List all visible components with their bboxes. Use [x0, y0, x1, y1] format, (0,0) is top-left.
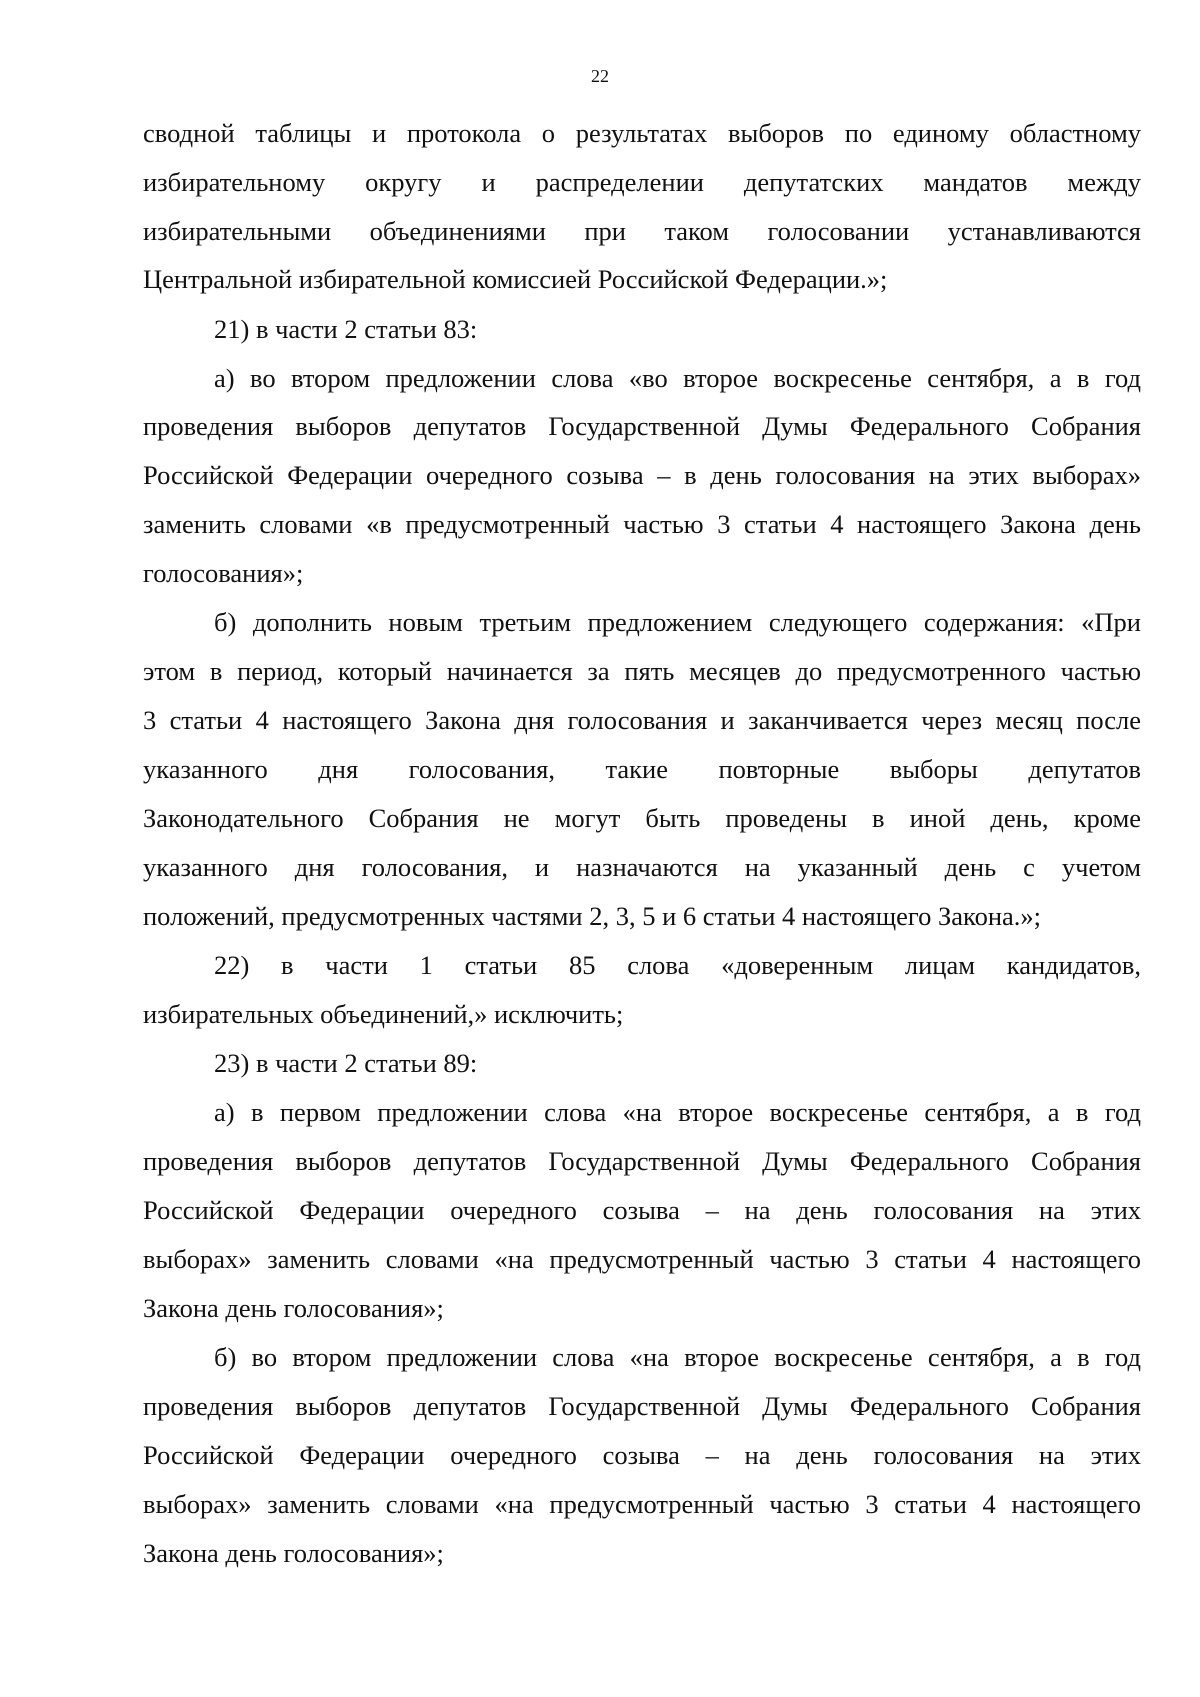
text-line: Закона день голосования»; [143, 1293, 444, 1323]
text-line: выборах» заменить словами «на предусмотренный частью 3 статьи 4 настоящего [143, 1244, 1141, 1274]
text-line: проведения выборов депутатов Государственной Думы Федерального Собрания [143, 1146, 1141, 1176]
text-line: 22) в части 1 статьи 85 слова «доверенным лицам кандидатов, [214, 950, 1141, 980]
text-line: Законодательного Собрания не могут быть проведены в иной день, кроме [143, 803, 1141, 833]
text-line: сводной таблицы и протокола о результатах выборов по единому областному [143, 118, 1141, 148]
text-line: Российской Федерации очередного созыва – в день голосования на этих выборах» [143, 460, 1141, 490]
text-line: а) во втором предложении слова «во второе воскресенье сентября, а в год [214, 363, 1141, 393]
text-line: Российской Федерации очередного созыва – на день голосования на этих [143, 1195, 1141, 1225]
text-line: избирательных объединений,» исключить; [143, 999, 624, 1029]
text-line: избирательному округу и распределении депутатских мандатов между [143, 167, 1141, 197]
text-line: 21) в части 2 статьи 83: [214, 314, 478, 344]
text-line: положений, предусмотренных частями 2, 3, 5 и 6 статьи 4 настоящего Закона.»; [143, 901, 1041, 931]
text-line: проведения выборов депутатов Государственной Думы Федерального Собрания [143, 1391, 1141, 1421]
text-line: б) во втором предложении слова «на второе воскресенье сентября, а в год [214, 1342, 1141, 1372]
text-line: указанного дня голосования, и назначаются на указанный день с учетом [143, 852, 1141, 882]
text-line: Закона день голосования»; [143, 1538, 444, 1568]
text-line: 23) в части 2 статьи 89: [214, 1048, 478, 1078]
text-line: выборах» заменить словами «на предусмотренный частью 3 статьи 4 настоящего [143, 1489, 1141, 1519]
text-line: этом в период, который начинается за пять месяцев до предусмотренного частью [143, 656, 1141, 686]
text-line: заменить словами «в предусмотренный частью 3 статьи 4 настоящего Закона день [143, 509, 1141, 539]
text-line: Российской Федерации очередного созыва – на день голосования на этих [143, 1440, 1141, 1470]
text-line: проведения выборов депутатов Государственной Думы Федерального Собрания [143, 411, 1141, 441]
text-line: Центральной избирательной комиссией Российской Федерации.»; [143, 264, 888, 294]
text-line: а) в первом предложении слова «на второе воскресенье сентября, а в год [214, 1097, 1141, 1127]
text-line: избирательными объединениями при таком голосовании устанавливаются [143, 216, 1141, 246]
text-line: голосования»; [143, 558, 304, 588]
text-line: 3 статьи 4 настоящего Закона дня голосования и заканчивается через месяц после [143, 705, 1141, 735]
page-number: 22 [591, 66, 609, 86]
text-line: б) дополнить новым третьим предложением следующего содержания: «При [214, 607, 1141, 637]
text-line: указанного дня голосования, такие повторные выборы депутатов [143, 754, 1141, 784]
